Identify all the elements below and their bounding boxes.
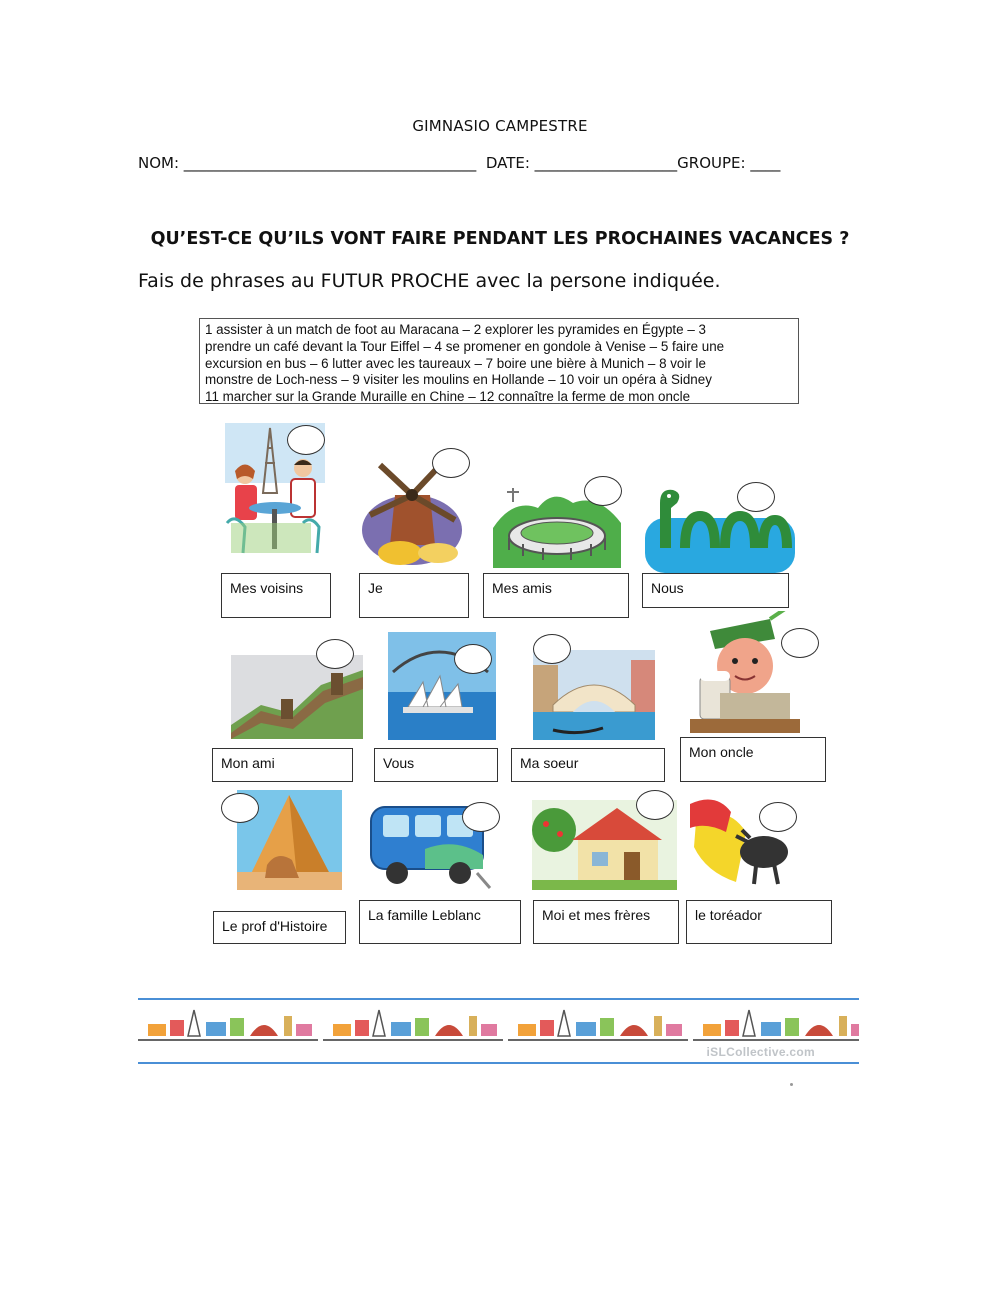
subject-box[interactable]: Le prof d'Histoire [213,911,346,944]
number-bubble[interactable] [316,639,354,669]
number-bubble[interactable] [221,793,259,823]
worksheet-title: QU’EST-CE QU’ILS VONT FAIRE PENDANT LES PROCHAINES VACANCES ? [150,229,850,249]
number-bubble[interactable] [636,790,674,820]
subject-box[interactable]: Vous [374,748,498,782]
word-bank-line: prendre un café devant la Tour Eiffel – 4 se promener en gondole à Venise – 5 faire une [205,338,725,354]
subject-box[interactable]: Mes amis [483,573,629,618]
word-bank-line: 11 marcher sur la Grande Muraille en Chine – 12 connaître la ferme de mon oncle [205,389,691,405]
subject-box[interactable]: Mon oncle [680,737,826,782]
number-bubble[interactable] [584,476,622,506]
subject-box[interactable]: Ma soeur [511,748,665,782]
stray-dot [790,1083,793,1086]
subject-box[interactable]: le toréador [686,900,832,944]
subject-box[interactable]: Mon ami [212,748,353,782]
subject-box[interactable]: Je [359,573,469,618]
subject-box[interactable]: La famille Leblanc [359,900,521,944]
number-bubble[interactable] [432,448,470,478]
number-bubble[interactable] [759,802,797,832]
number-bubble[interactable] [462,802,500,832]
school-name: GIMNASIO CAMPESTRE [412,117,588,135]
subject-box[interactable]: Nous [642,573,789,608]
word-bank [199,318,799,404]
number-bubble[interactable] [737,482,775,512]
number-bubble[interactable] [781,628,819,658]
great-wall-icon [231,655,363,739]
word-bank-line: monstre de Loch-ness – 9 visiter les moulins en Hollande – 10 voir un opéra à Sidney [205,372,712,388]
beer-drinker-icon [680,611,805,733]
number-bubble[interactable] [533,634,571,664]
landmarks-banner [138,998,859,1064]
word-bank-line: 1 assister à un match de foot au Maracana – 2 explorer les pyramides en Égypte – 3 [205,322,706,337]
subject-box[interactable]: Mes voisins [221,573,331,618]
watermark-text: iSLCollective.com [706,1045,815,1059]
number-bubble[interactable] [287,425,325,455]
student-info-line: NOM: _______________________________________ DATE: ___________________GROUPE: ____ [138,154,781,172]
instruction-text: Fais de phrases au FUTUR PROCHE avec la persone indiquée. [138,270,721,292]
number-bubble[interactable] [454,644,492,674]
subject-box[interactable]: Moi et mes frères [533,900,679,944]
word-bank-line: excursion en bus – 6 lutter avec les taureaux – 7 boire une bière à Munich – 8 voir le [205,355,706,371]
